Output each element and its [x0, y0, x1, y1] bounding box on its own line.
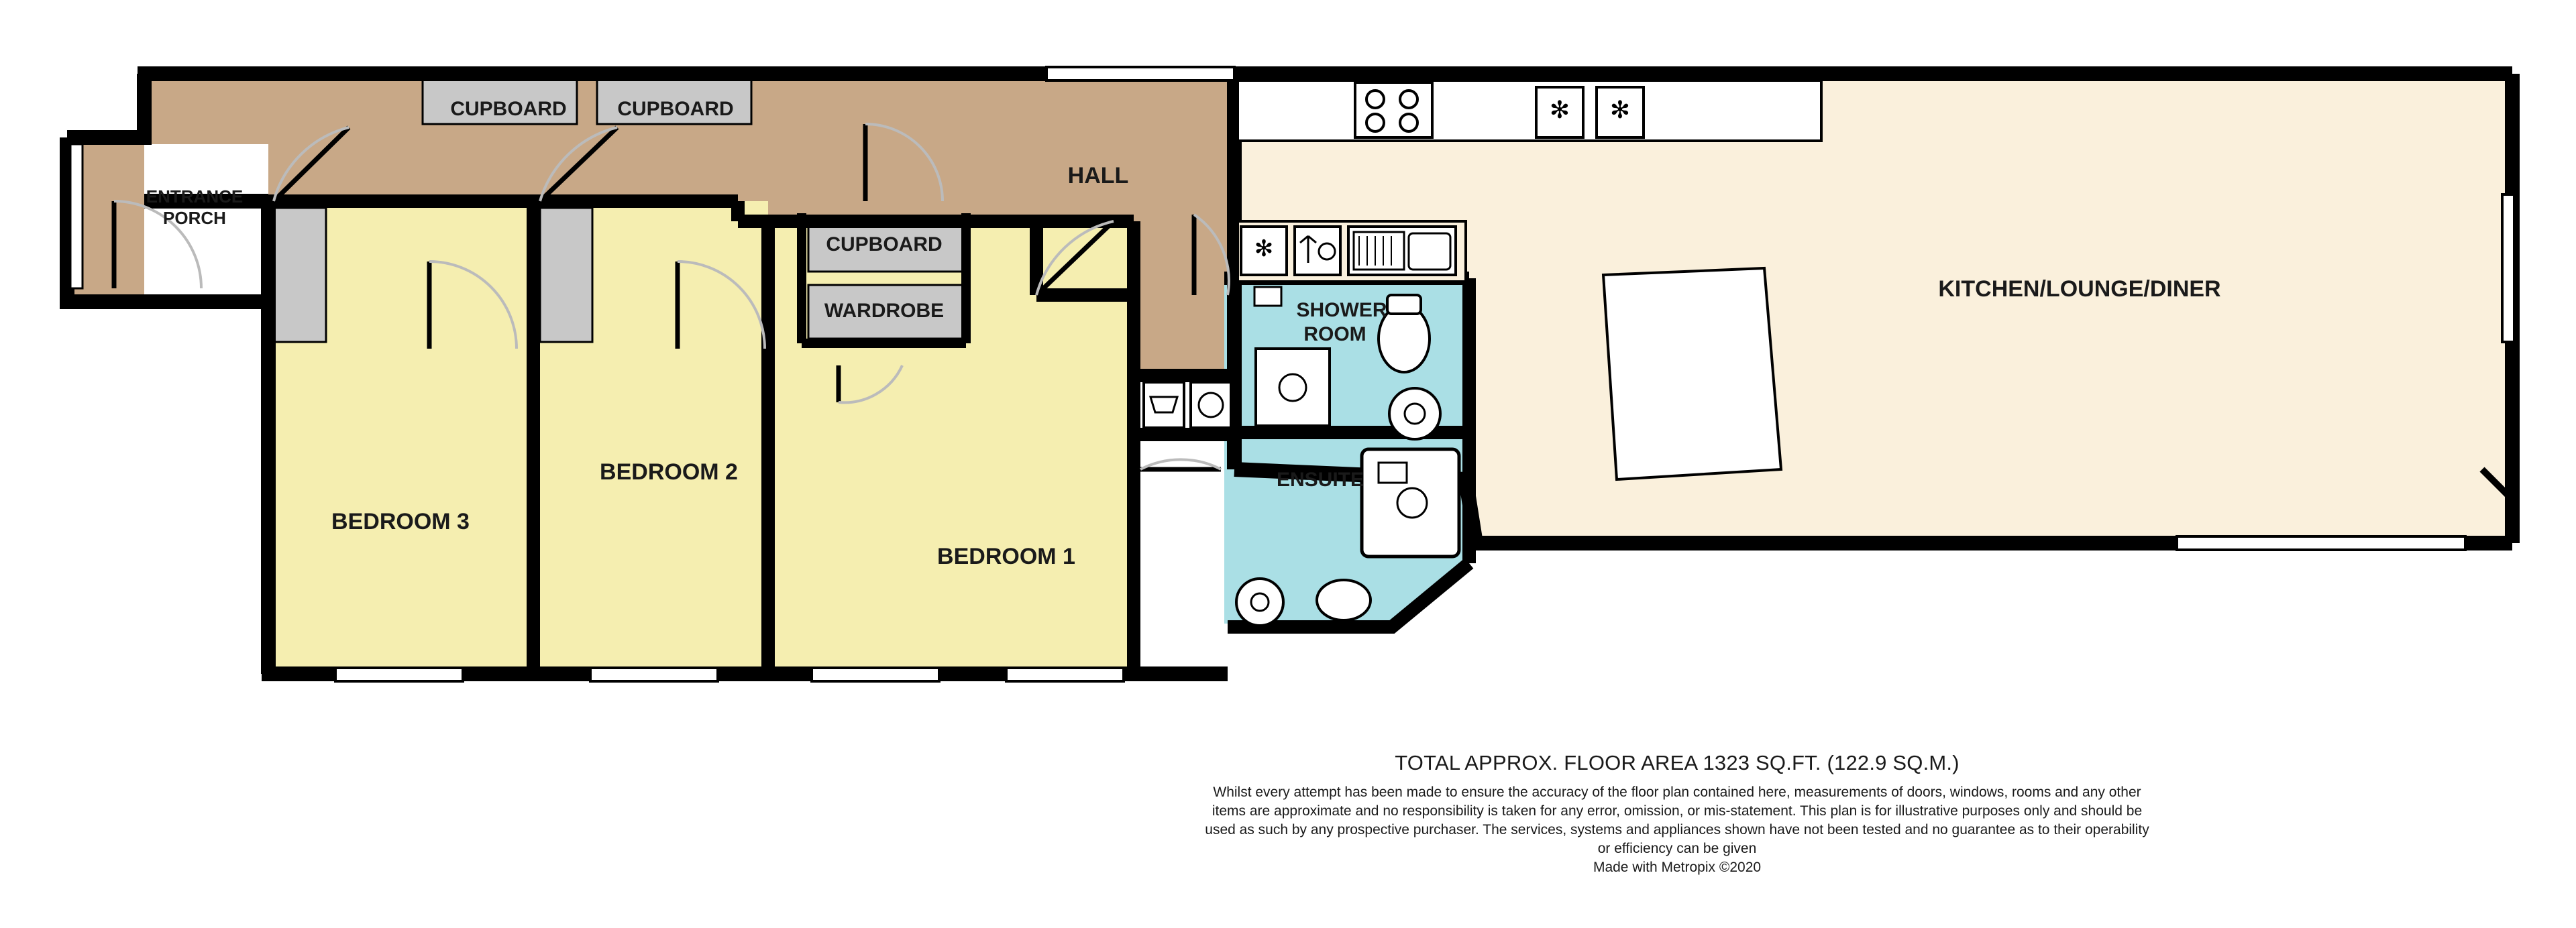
label-kitchen-lounge-diner: KITCHEN/LOUNGE/DINER — [1938, 276, 2221, 302]
fridge-snowflake-2: ✻ — [1609, 96, 1631, 123]
window-kitchen-bottom — [2177, 536, 2465, 550]
credit-text: Made with Metropix ©2020 — [1593, 860, 1762, 875]
window-bedroom-1a — [812, 668, 939, 681]
label-cupboard-3: CUPBOARD — [826, 233, 943, 255]
basin-shower-room-icon — [1389, 388, 1440, 439]
label-entrance-porch-line2: PORCH — [163, 207, 226, 228]
wardrobe-block-bedroom-3 — [274, 208, 326, 342]
label-hall: HALL — [1067, 162, 1129, 188]
label-cupboard-2: CUPBOARD — [617, 97, 734, 120]
shower-tray-icon — [1256, 349, 1330, 426]
hob-icon — [1355, 82, 1432, 137]
label-bedroom-2: BEDROOM 2 — [600, 459, 738, 485]
label-ensuite: ENSUITE — [1276, 468, 1364, 491]
label-cupboard-1: CUPBOARD — [450, 97, 567, 120]
lounge-table — [1603, 268, 1781, 479]
wardrobe-block-bedroom-2 — [540, 208, 592, 342]
disclaimer-text: Whilst every attempt has been made to ensure the accuracy of the floor plan contained here, measurements of doors, windows, rooms and any other items are approximate and no responsibility is taken for any error, omission, or mis-statement. This plan is for illustrative purposes only and should be used as such by any prospective purchaser. The services, systems and appliances shown have not been tested and no guarantee as to their operability or efficiency can be given — [1205, 785, 2149, 856]
basin-lobby-icon — [1144, 382, 1184, 428]
freezer-snowflake: ✻ — [1254, 236, 1274, 262]
window-hall-top — [1046, 67, 1234, 80]
label-bedroom-1: BEDROOM 1 — [937, 543, 1075, 569]
total-floor-area: TOTAL APPROX. FLOOR AREA 1323 SQ.FT. (122.9 SQ.M.) — [1395, 751, 1960, 774]
wall-porch-top — [67, 74, 144, 137]
window-bedroom-1b — [1006, 668, 1124, 681]
label-wardrobe-1: WARDROBE — [824, 299, 945, 322]
wc-ensuite-icon — [1317, 580, 1371, 620]
window-kitchen-right — [2502, 194, 2514, 342]
label-entrance-porch-line1: ENTRANCE — [146, 186, 244, 207]
window-porch-left — [70, 144, 83, 288]
basin-ensuite-icon — [1236, 579, 1283, 626]
shower-valve-icon — [1254, 287, 1281, 306]
washer-icon — [1295, 227, 1340, 275]
fridge-snowflake-1: ✻ — [1549, 96, 1570, 123]
fill-entrance-porch — [74, 144, 144, 298]
appliance-lobby-icon — [1191, 382, 1231, 428]
footer — [1140, 751, 2214, 876]
label-shower-room-line2: ROOM — [1303, 323, 1366, 345]
worktop-upper — [1238, 80, 1821, 141]
window-bedroom-3 — [335, 668, 463, 681]
label-shower-room-line1: SHOWER — [1296, 298, 1387, 321]
label-bedroom-3: BEDROOM 3 — [331, 508, 470, 534]
ensuite-shower-enclosure — [1362, 449, 1459, 557]
window-bedroom-2 — [590, 668, 718, 681]
wc-shower-cistern — [1387, 295, 1421, 314]
